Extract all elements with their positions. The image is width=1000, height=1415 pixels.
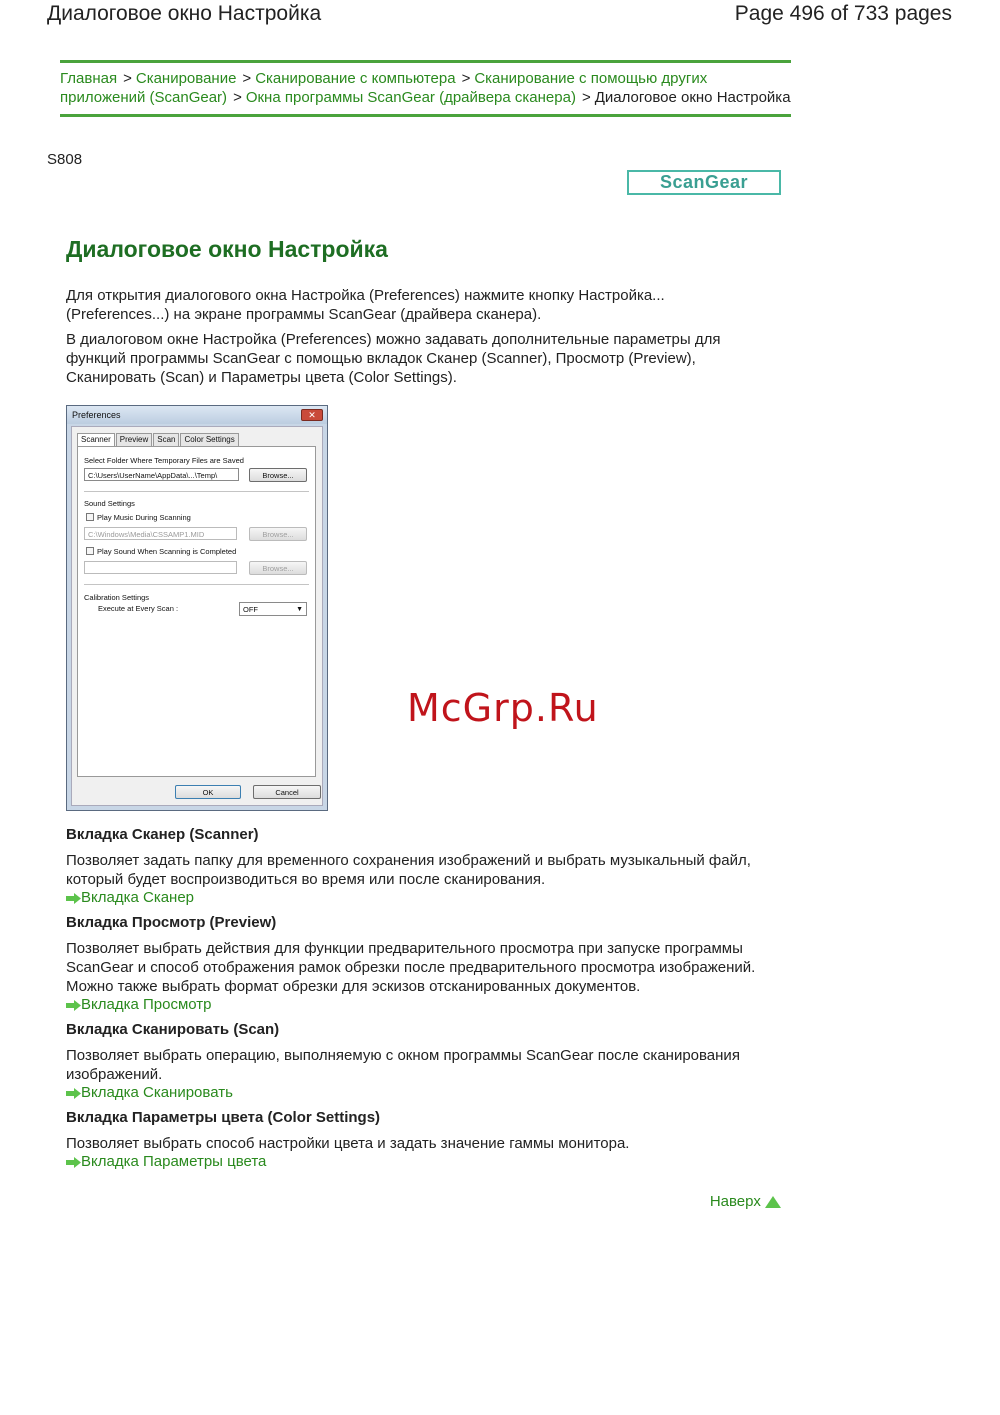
intro-paragraph-2: В диалоговом окне Настройка (Preferences) можно задавать дополнительные параметры для функций программы ScanGear с помощью вкладок Сканер (Scanner), Просмотр (Preview), Сканировать (Scan) и Параметры цвета (Color Settings).: [66, 331, 721, 386]
section-link-label: Вкладка Просмотр: [81, 996, 212, 1013]
section-heading: Вкладка Сканировать (Scan): [66, 1021, 280, 1038]
sound-settings-label: Sound Settings: [84, 499, 135, 508]
dialog-titlebar: [67, 406, 327, 424]
page-title: Диалоговое окно Настройка: [66, 236, 388, 262]
section-link-scan[interactable]: [66, 1084, 233, 1101]
divider: [84, 584, 309, 585]
breadcrumb-home-link[interactable]: Главная: [60, 70, 118, 87]
arrow-right-icon: [66, 893, 81, 904]
breadcrumb: [60, 60, 791, 117]
section-link-preview[interactable]: [66, 996, 212, 1013]
section-link-scanner[interactable]: [66, 889, 194, 906]
section-text: Позволяет выбрать способ настройки цвета и задать значение гаммы монитора.: [66, 1135, 630, 1152]
section-link-label: Вкладка Параметры цвета: [81, 1153, 267, 1170]
tab-scan: Scan: [153, 433, 179, 447]
breadcrumb-separator: >: [242, 70, 252, 87]
execute-every-scan-label: Execute at Every Scan :: [98, 604, 179, 613]
cancel-button: Cancel: [253, 785, 321, 799]
scangear-logo: ScanGear: [627, 170, 781, 195]
play-music-label: Play Music During Scanning: [97, 513, 191, 522]
sound-file-field: [84, 561, 237, 574]
doc-code: S808: [47, 151, 83, 168]
play-sound-label: Play Sound When Scanning is Completed: [97, 547, 237, 556]
dialog-tabs: [77, 433, 240, 446]
breadcrumb-scan-from-pc-link[interactable]: Сканирование с компьютера: [255, 70, 456, 87]
breadcrumb-separator: >: [461, 70, 471, 87]
section-heading: Вкладка Параметры цвета (Color Settings): [66, 1109, 381, 1126]
browse-button: Browse...: [249, 468, 307, 482]
close-icon: ✕: [301, 409, 323, 421]
play-music-checkbox: [86, 513, 94, 521]
arrow-up-icon: [765, 1196, 781, 1208]
breadcrumb-separator: >: [581, 89, 591, 106]
arrow-right-icon: [66, 1000, 81, 1011]
section-text: Позволяет выбрать операцию, выполняемую с окном программы ScanGear после сканирования изображений.: [66, 1047, 740, 1083]
section-link-label: Вкладка Сканировать: [81, 1084, 233, 1101]
watermark: McGrp.Ru: [407, 686, 599, 730]
tab-scanner: Scanner: [77, 433, 115, 448]
section-heading: Вкладка Сканер (Scanner): [66, 826, 259, 843]
section-text: Позволяет задать папку для временного сохранения изображений и выбрать музыкальный файл, который будет воспроизводиться во время или после сканирования.: [66, 852, 751, 888]
page-header-title: Диалоговое окно Настройка: [47, 2, 322, 25]
back-to-top-link[interactable]: [710, 1193, 781, 1210]
breadcrumb-separator: >: [233, 89, 242, 106]
chevron-down-icon: ▼: [296, 606, 303, 613]
breadcrumb-separator: >: [123, 70, 132, 87]
play-sound-checkbox: [86, 547, 94, 555]
section-link-color-settings[interactable]: [66, 1153, 266, 1170]
divider: [84, 491, 309, 492]
calibration-label: Calibration Settings: [84, 593, 150, 602]
back-to-top-label: Наверх: [709, 1193, 761, 1210]
breadcrumb-scangear-link[interactable]: Сканирование с помощью других приложений (ScanGear): [60, 70, 708, 106]
temp-folder-label: Select Folder Where Temporary Files are Saved: [84, 456, 244, 465]
temp-folder-field: C:\Users\UserName\AppData\...\Temp\: [84, 468, 239, 481]
execute-select: [239, 602, 307, 616]
scanner-tab-panel: [77, 446, 316, 777]
intro-paragraph-1: Для открытия диалогового окна Настройка (Preferences) нажмите кнопку Настройка... (Preferences...) на экране программы ScanGear (драйвера сканера).: [66, 287, 665, 323]
section-heading: Вкладка Просмотр (Preview): [66, 914, 277, 931]
browse-button-disabled: Browse...: [249, 561, 307, 575]
arrow-right-icon: [66, 1088, 81, 1099]
dialog-title: Preferences: [72, 410, 121, 420]
preferences-dialog-screenshot: [66, 405, 328, 811]
tab-preview: Preview: [116, 433, 152, 447]
music-file-field: C:\Windows\Media\CSSAMP1.MID: [84, 527, 237, 540]
execute-select-value: OFF: [243, 605, 258, 614]
dialog-body: [71, 426, 323, 806]
tab-color-settings: Color Settings: [180, 433, 238, 447]
section-link-label: Вкладка Сканер: [81, 889, 195, 906]
page-number: Page 496 of 733 pages: [734, 2, 952, 25]
arrow-right-icon: [66, 1157, 81, 1168]
section-text: Позволяет выбрать действия для функции предварительного просмотра при запуске программы ScanGear и способ отображения рамок обрезки после предварительного просмотра изображений. Можно также выбрать формат обрезки для эскизов отсканированных документов.: [66, 940, 756, 995]
breadcrumb-scangear-windows-link[interactable]: Окна программы ScanGear (драйвера сканера): [245, 89, 576, 106]
breadcrumb-current: Диалоговое окно Настройка: [594, 89, 791, 106]
breadcrumb-scanning-link[interactable]: Сканирование: [135, 70, 237, 87]
ok-button: OK: [175, 785, 241, 799]
browse-button-disabled: Browse...: [249, 527, 307, 541]
